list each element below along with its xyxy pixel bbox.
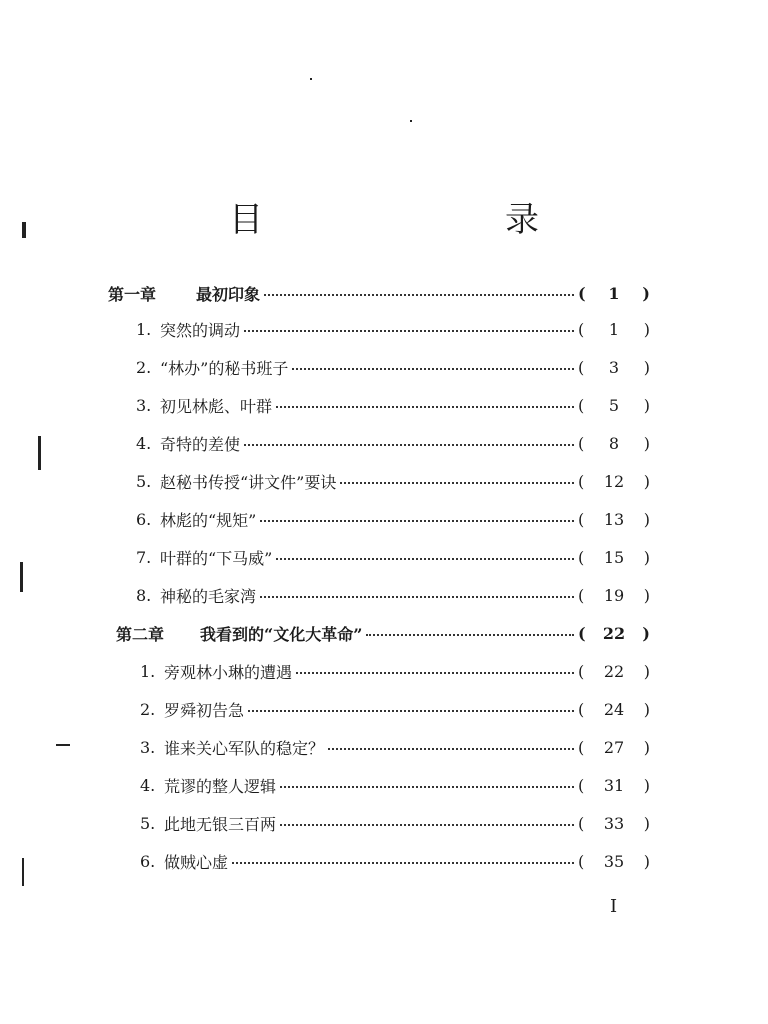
page-reference: ( 1 ) [578,283,650,303]
leader-dots [276,548,574,560]
scan-mark [310,78,312,80]
leader-dots [366,624,574,636]
leader-dots [264,284,574,296]
page-number: 12 [603,471,625,491]
scan-mark [22,222,26,238]
toc-section [136,428,656,458]
page-reference: ( 22 ) [578,661,650,681]
entry-title: 突然的调动 [160,320,241,340]
toc-section [136,352,656,382]
page-number: 24 [603,699,625,719]
page-number: 8 [608,433,620,453]
page-number: 27 [603,737,625,757]
entry-number: 5. [140,813,156,833]
entry-number: 4. [140,775,156,795]
toc-section [140,694,656,724]
page-number: 15 [603,547,625,567]
entry-title: 赵秘书传授“讲文件”要诀 [160,472,337,492]
entry-title: 林彪的“规矩” [160,510,257,530]
leader-dots [296,662,574,674]
page-reference: ( 13 ) [578,509,650,529]
page-number: 5 [608,395,620,415]
entry-title: 荒谬的整人逻辑 [164,776,277,796]
entry-number: 6. [136,509,152,529]
toc-section [136,504,656,534]
page-reference: ( 3 ) [578,357,650,377]
entry-number: 7. [136,547,152,567]
scan-mark [22,858,24,886]
page-number: 19 [603,585,625,605]
entry-title: 此地无银三百两 [164,814,277,834]
page-reference: ( 15 ) [578,547,650,567]
leader-dots [260,510,574,522]
leader-dots [280,776,574,788]
page-number: 22 [603,661,625,681]
entry-title: 罗舜初告急 [164,700,245,720]
toc-section [136,466,656,496]
entry-number: 2. [140,699,156,719]
toc-chapter-2 [116,618,656,648]
page-number: 1 [608,283,620,303]
page-number: 33 [603,813,625,833]
entry-title: 奇特的差使 [160,434,241,454]
entry-number: 6. [140,851,156,871]
entry-number: 4. [136,433,152,453]
entry-title: 旁观林小琳的遭遇 [164,662,293,682]
toc-section [136,314,656,344]
scan-mark [38,436,41,470]
leader-dots [280,814,574,826]
page-number: 13 [603,509,625,529]
page-number: 1 [608,319,620,339]
page-reference: ( 1 ) [578,319,650,339]
scan-mark [20,562,23,592]
entry-number: 第一章 [108,284,157,304]
leader-dots [244,320,574,332]
toc-section [140,808,656,838]
page-reference: ( 5 ) [578,395,650,415]
leader-dots [232,852,574,864]
entry-number: 1. [136,319,152,339]
page-number: 35 [603,851,625,871]
page-number: 22 [602,623,626,643]
page-reference: ( 12 ) [578,471,650,491]
leader-dots [328,738,574,750]
entry-number: 3. [136,395,152,415]
toc-section [140,656,656,686]
toc-section [140,770,656,800]
entry-title: 我看到的“文化大革命” [200,624,363,644]
leader-dots [244,434,574,446]
page-number: 31 [603,775,625,795]
entry-number: 1. [140,661,156,681]
entry-number: 3. [140,737,156,757]
toc-section [140,732,656,762]
page-reference: ( 24 ) [578,699,650,719]
entry-title: 叶群的“下马威” [160,548,273,568]
leader-dots [276,396,574,408]
page-reference: ( 8 ) [578,433,650,453]
entry-title: “林办”的秘书班子 [160,358,289,378]
leader-dots [260,586,574,598]
page-reference: ( 22 ) [578,623,650,643]
page-reference: ( 19 ) [578,585,650,605]
leader-dots [340,472,574,484]
entry-number: 第二章 [116,624,165,644]
toc-section [136,542,656,572]
page-reference: ( 31 ) [578,775,650,795]
page-folio: I [610,896,618,917]
toc-chapter-1 [108,278,656,308]
scan-mark [56,744,70,746]
leader-dots [292,358,574,370]
page-title: 目 录 [229,200,597,240]
entry-number: 2. [136,357,152,377]
toc-section [136,390,656,420]
entry-title: 谁来关心军队的稳定？ [164,738,325,758]
entry-title: 最初印象 [196,284,261,304]
page-reference: ( 33 ) [578,813,650,833]
entry-title: 做贼心虚 [164,852,229,872]
entry-title: 神秘的毛家湾 [160,586,257,606]
page-number: 3 [608,357,620,377]
page-reference: ( 35 ) [578,851,650,871]
leader-dots [248,700,574,712]
entry-title: 初见林彪、叶群 [160,396,273,416]
page-reference: ( 27 ) [578,737,650,757]
scan-mark [410,120,412,122]
entry-number: 5. [136,471,152,491]
entry-number: 8. [136,585,152,605]
toc-section [140,846,656,876]
toc-section [136,580,656,610]
